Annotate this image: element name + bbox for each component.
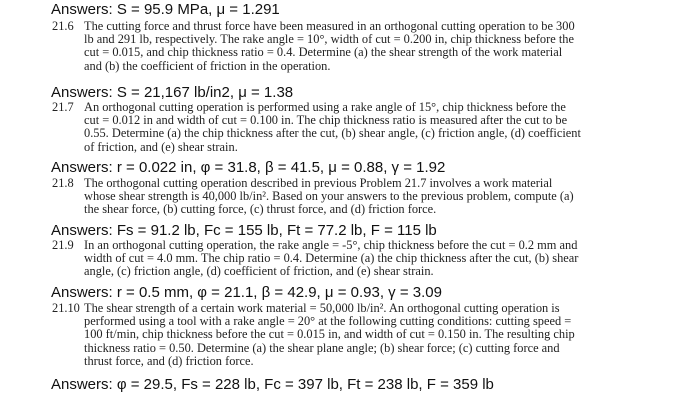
answer-line: Answers: Fs = 91.2 lb, Fc = 155 lb, Ft = 77.2 lb, F = 115 lb (51, 222, 437, 239)
problem-text-line: thrust force, and (d) friction force. (84, 353, 254, 368)
problem-text (84, 101, 680, 154)
problem-number: 21.6 (52, 19, 74, 33)
answer-line: Answers: φ = 29.5, Fs = 228 lb, Fc = 397 lb, Ft = 238 lb, F = 359 lb (51, 376, 494, 393)
problem-text-line: whose shear strength is 40,000 lb/in². Based on your answers to the previous problem, compute (a) (84, 189, 574, 204)
problem-text-line: lb and 291 lb, respectively. The rake angle = 10°, width of cut = 0.200 in, chip thickness before the (84, 32, 574, 47)
problem-text-line: 0.55. Determine (a) the chip thickness after the cut, (b) shear angle, (c) friction angle, (d) coefficient (84, 126, 581, 141)
problem-text-line: performed using a tool with a rake angle = 20° at the following cutting conditions: cutting speed = (84, 314, 572, 329)
answer-line: Answers: r = 0.022 in, φ = 31.8, β = 41.5, μ = 0.88, γ = 1.92 (51, 159, 446, 176)
problem-text (84, 239, 680, 279)
problem-text-line: The orthogonal cutting operation described in previous Problem 21.7 involves a work material (84, 176, 553, 190)
problem-text (84, 302, 680, 368)
problem-text (84, 20, 680, 73)
problem-text-line: In an orthogonal cutting operation, the rake angle = -5°, chip thickness before the cut = 0.2 mm and (84, 238, 578, 252)
problem-number: 21.9 (52, 238, 74, 252)
problem-text-line: 100 ft/min, chip thickness before the cut = 0.015 in, and width of cut = 0.150 in. The resulting chip (84, 327, 575, 342)
answer-line: Answers: r = 0.5 mm, φ = 21.1, β = 42.9, μ = 0.93, γ = 3.09 (51, 284, 442, 301)
problem-number: 21.7 (52, 100, 74, 114)
problem-text-line: thickness ratio = 0.50. Determine (a) the shear plane angle; (b) shear force; (c) cutting force and (84, 340, 560, 355)
problem-text-line: cut = 0.012 in and width of cut = 0.100 in. The chip thickness ratio is measured after the cut to be (84, 113, 568, 128)
answer-line: Answers: S = 95.9 MPa, μ = 1.291 (51, 1, 280, 18)
problem-text-line: cut = 0.015, and chip thickness ratio = 0.4. Determine (a) the shear strength of the work material (84, 45, 563, 60)
problem-text-line: The cutting force and thrust force have been measured in an orthogonal cutting operation to be 300 (84, 19, 575, 33)
problem-text-line: The shear strength of a certain work material = 50,000 lb/in². An orthogonal cutting operation is (84, 301, 560, 315)
problem-number: 21.8 (52, 176, 74, 190)
problem-text-line: of friction, and (e) shear strain. (84, 139, 238, 154)
problem-text (84, 177, 680, 217)
problem-text-line: angle, (c) friction angle, (d) coefficient of friction, and (e) shear strain. (84, 264, 434, 279)
problem-number: 21.10 (52, 301, 80, 315)
problem-text-line: width of cut = 4.0 mm. The chip ratio = 0.4. Determine (a) the chip thickness after the cut, (b) shear (84, 251, 579, 266)
problem-text-line: the shear force, (b) cutting force, (c) thrust force, and (d) friction force. (84, 202, 437, 217)
problem-text-line: An orthogonal cutting operation is performed using a rake angle of 15°, chip thickness before the (84, 100, 566, 114)
answer-line: Answers: S = 21,167 lb/in2, μ = 1.38 (51, 84, 294, 101)
problem-text-line: and (b) the coefficient of friction in the operation. (84, 58, 331, 73)
